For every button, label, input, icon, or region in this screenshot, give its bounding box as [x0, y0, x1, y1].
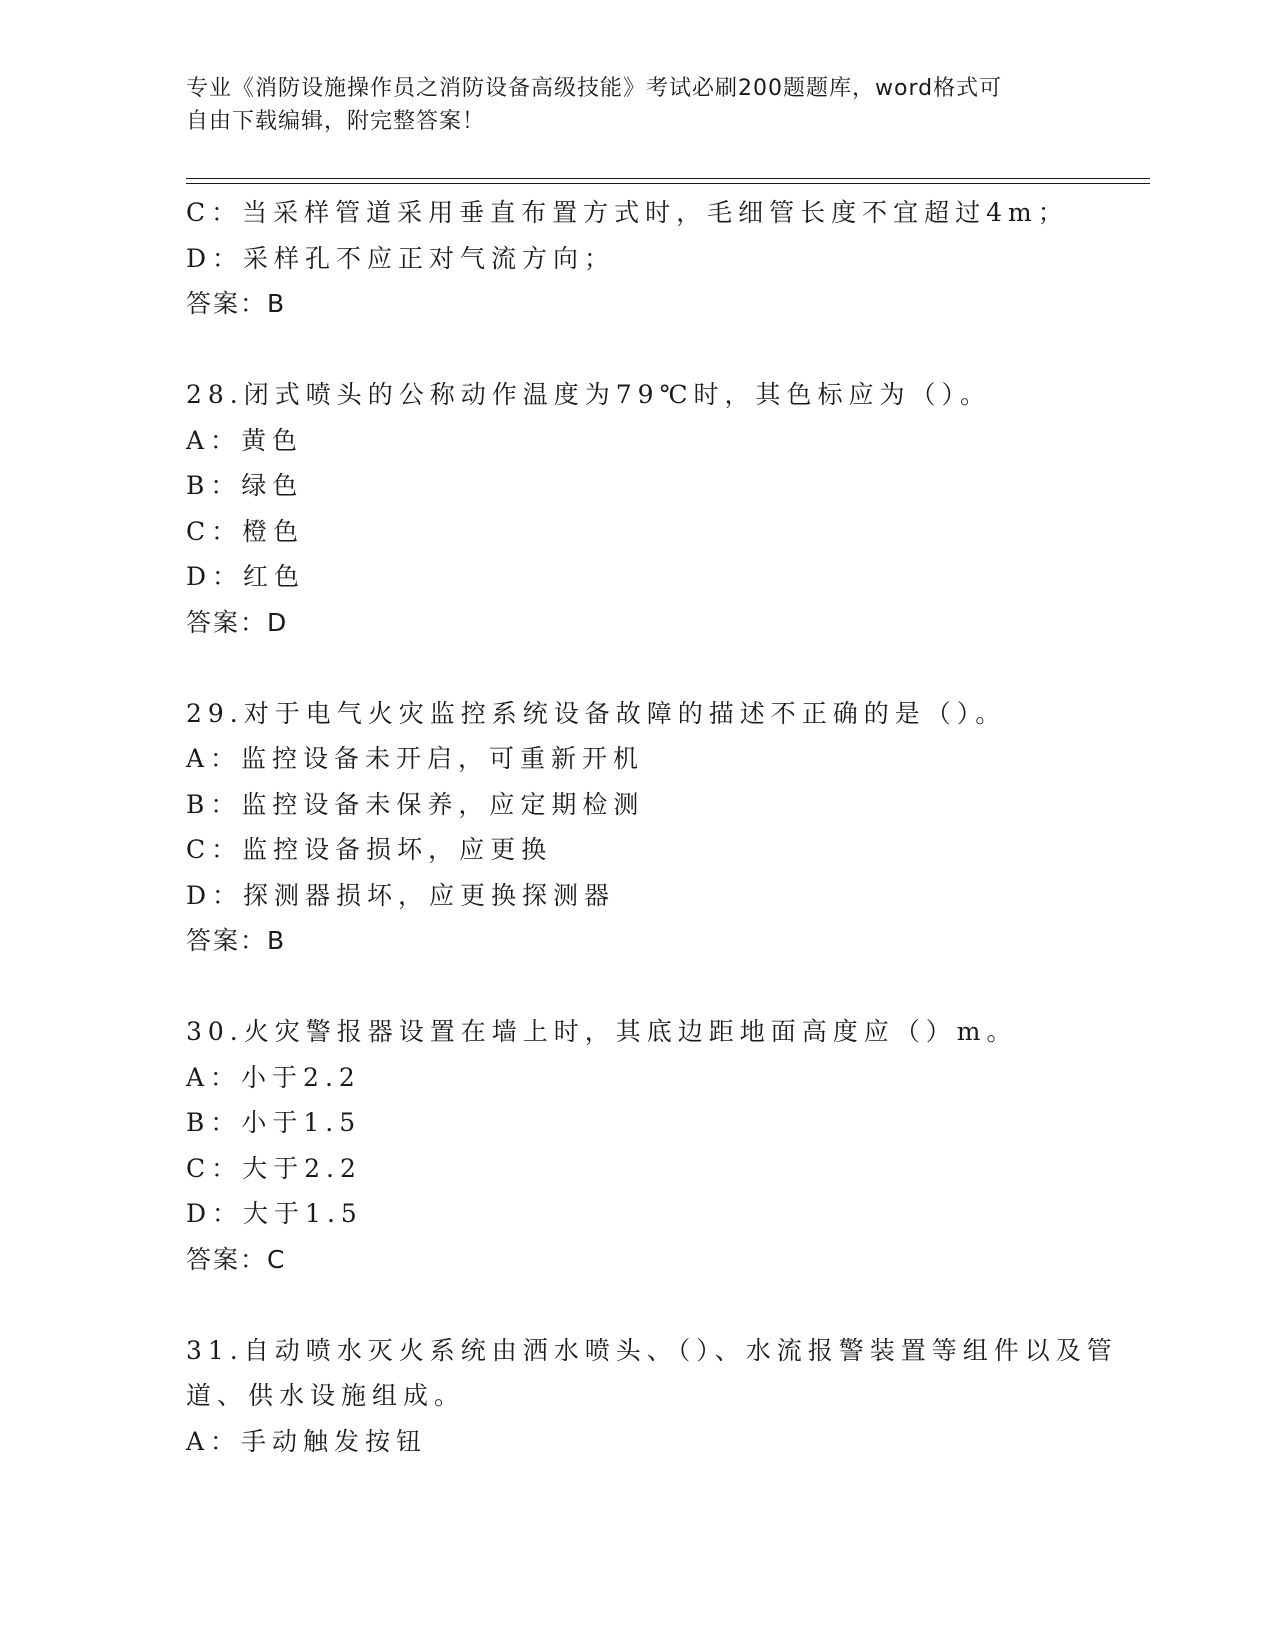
- header-divider-top: [186, 178, 1150, 179]
- option-c: C：大于2.2: [186, 1153, 362, 1183]
- answer: 答案：C: [186, 1244, 287, 1274]
- option-a: A：黄色: [186, 425, 304, 455]
- option-b: B：监控设备未保养，应定期检测: [186, 789, 645, 819]
- option-c: C：当采样管道采用垂直布置方式时，毛细管长度不宜超过4m；: [186, 198, 1069, 227]
- option-a: A：小于2.2: [186, 1062, 361, 1092]
- option-d: D：大于1.5: [186, 1199, 363, 1228]
- option-b: B：绿色: [186, 471, 304, 500]
- question-list: [186, 190, 1118, 1464]
- question-stem-line-1: 31.自动喷水灭火系统由洒水喷头、（）、水流报警装置等组件以及管: [186, 1335, 1118, 1365]
- option-c: C：橙色: [186, 516, 305, 546]
- document-header: [186, 72, 1086, 138]
- spacer: [186, 327, 1086, 373]
- question-stem: 30.火灾警报器设置在墙上时，其底边距地面高度应（）m。: [186, 1017, 1018, 1046]
- option-b: B：小于1.5: [186, 1108, 362, 1137]
- question-29: [186, 691, 1086, 964]
- answer: 答案：B: [186, 289, 287, 318]
- option-c: C：监控设备损坏，应更换: [186, 835, 553, 864]
- header-title-line-2: 自由下载编辑，附完整答案！: [186, 109, 486, 134]
- answer: 答案：B: [186, 926, 287, 955]
- question-28: [186, 372, 1086, 645]
- header-title-line-1: 专业《消防设施操作员之消防设备高级技能》考试必刷200题题库，word格式可: [186, 76, 1003, 101]
- option-a: A：监控设备未开启，可重新开机: [186, 744, 645, 773]
- option-a: A：手动触发按钮: [186, 1426, 428, 1456]
- question-31: [186, 1328, 1118, 1465]
- question-stem: 29.对于电气火灾监控系统设备故障的描述不正确的是（）。: [186, 698, 1007, 728]
- question-stem-line-2: 道、供水设施组成。: [186, 1381, 466, 1410]
- question-previous-tail: [186, 190, 1086, 327]
- question-stem: 28.闭式喷头的公称动作温度为79℃时，其色标应为（）。: [186, 380, 992, 409]
- question-30: [186, 1009, 1086, 1282]
- spacer: [186, 964, 1086, 1010]
- header-divider-bottom: [186, 183, 1150, 184]
- option-d: D：红色: [186, 562, 306, 591]
- spacer: [186, 645, 1086, 691]
- option-d: D：采样孔不应正对气流方向；: [186, 243, 616, 273]
- answer: 答案：D: [186, 607, 289, 637]
- spacer: [186, 1282, 1086, 1328]
- option-d: D：探测器损坏，应更换探测器: [186, 880, 616, 910]
